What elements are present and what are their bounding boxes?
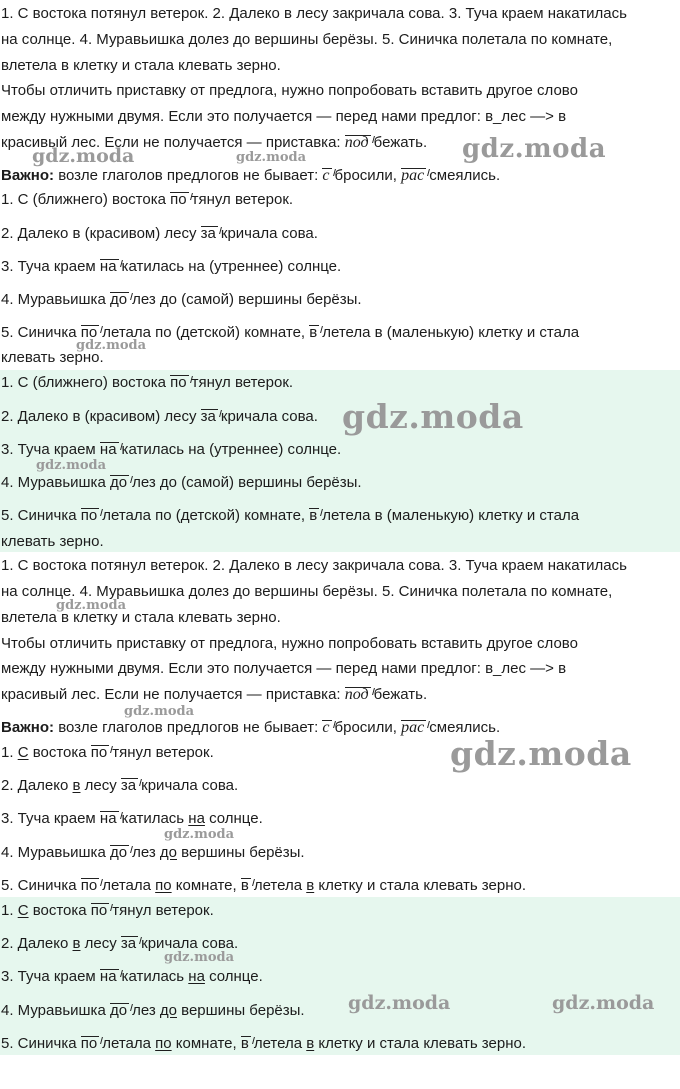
- text: тянул ветерок.: [112, 744, 214, 761]
- text: 4. Муравьишка: [1, 474, 110, 491]
- preposition: в: [306, 1035, 315, 1052]
- text-line: на солнце. 4. Муравьишка долез до вершины берёзы. 5. Синичка полетала по комнате,: [1, 583, 613, 600]
- text: 1.: [1, 744, 18, 761]
- text: клетку и стала клевать зерно.: [314, 877, 526, 894]
- text: 2. Далеко в (красивом) лесу: [1, 408, 201, 425]
- watermark: gdz.moda: [342, 397, 524, 436]
- text: востока: [28, 902, 91, 919]
- text: 5. Синичка: [1, 877, 81, 894]
- sentence-2: [1, 225, 318, 243]
- sentence-2: [1, 777, 238, 795]
- prefix-mark: на: [100, 258, 122, 276]
- text: 3. Туча краем: [1, 441, 100, 458]
- prefix-mark: с: [322, 719, 334, 737]
- prefix-mark: за: [121, 777, 141, 795]
- prefix-mark: за: [201, 225, 221, 243]
- text: 2. Далеко в (красивом) лесу: [1, 225, 201, 242]
- text: 4. Муравьишка: [1, 1002, 110, 1019]
- text: красивый лес. Если не получается — приставка:: [1, 686, 345, 703]
- text-line: влетела в клетку и стала клевать зерно.: [1, 57, 281, 74]
- text: лесу: [80, 777, 121, 794]
- text: 1. С (ближнего) востока: [1, 191, 171, 208]
- text: летала: [102, 877, 156, 894]
- text: тянул ветерок.: [191, 191, 294, 208]
- prefix-mark: по: [81, 324, 102, 342]
- text: тянул ветерок.: [112, 902, 214, 919]
- text: бежать.: [373, 686, 428, 703]
- text: комнате,: [171, 1035, 241, 1052]
- preposition: на: [188, 968, 205, 985]
- prefix-mark: в: [241, 1035, 254, 1053]
- watermark: gdz.moda: [552, 992, 655, 1014]
- sentence-1: [1, 744, 214, 762]
- text-line: влетела в клетку и стала клевать зерно.: [1, 609, 281, 626]
- text: смеялись.: [429, 167, 501, 184]
- text: катилась: [121, 968, 189, 985]
- preposition: С: [17, 744, 29, 761]
- text: 1. С (ближнего) востока: [1, 374, 171, 391]
- watermark: gdz.moda: [236, 150, 307, 165]
- sentence-3: [1, 810, 263, 828]
- text: красивый лес. Если не получается — приставка:: [1, 134, 345, 151]
- preposition: до: [159, 844, 177, 861]
- text: 2. Далеко: [1, 777, 73, 794]
- text-line: между нужными двумя. Если это получается — перед нами предлог: в_лес —> в: [1, 660, 567, 677]
- prefix-mark: по: [81, 877, 102, 895]
- prefix-mark: в: [309, 507, 322, 525]
- text: комнате,: [171, 877, 241, 894]
- prefix-mark: на: [100, 810, 122, 828]
- text-line: 1. С востока потянул ветерок. 2. Далеко в лесу закричала сова. 3. Туча краем накатилась: [1, 557, 627, 574]
- preposition: по: [155, 1035, 172, 1052]
- text: лез до (самой) вершины берёзы.: [132, 474, 362, 491]
- text-line: Чтобы отличить приставку от предлога, нужно попробовать вставить другое слово: [1, 635, 578, 652]
- text: 4. Муравьишка: [1, 844, 110, 861]
- important-label: Важно:: [1, 167, 55, 184]
- watermark: gdz.moda: [348, 992, 451, 1014]
- watermark: gdz.moda: [36, 458, 107, 473]
- sentence-1: [1, 374, 293, 392]
- watermark: gdz.moda: [450, 734, 632, 773]
- prefix-mark: по: [81, 1035, 102, 1053]
- text: катилась на (утреннее) солнце.: [121, 441, 342, 458]
- text: кричала сова.: [141, 935, 239, 952]
- text: летела в (маленькую) клетку и стала: [322, 507, 580, 524]
- preposition: до: [159, 1002, 177, 1019]
- watermark: gdz.moda: [32, 145, 135, 167]
- text: вершины берёзы.: [177, 844, 305, 861]
- prefix-mark: по: [170, 191, 191, 209]
- prefix-mark: в: [309, 324, 322, 342]
- text: бросили,: [334, 719, 402, 736]
- sentence-1: [1, 902, 214, 920]
- prefix-mark: по: [170, 374, 191, 392]
- preposition: в: [72, 777, 81, 794]
- text-line: Чтобы отличить приставку от предлога, нужно попробовать вставить другое слово: [1, 82, 578, 99]
- text: летала по (детской) комнате,: [102, 507, 310, 524]
- text: лез: [132, 1002, 160, 1019]
- text: 4. Муравьишка: [1, 291, 110, 308]
- text: солнце.: [204, 810, 263, 827]
- sentence-4: [1, 1002, 305, 1020]
- sentence-5: [1, 877, 526, 895]
- preposition: в: [306, 877, 315, 894]
- text-line: [1, 686, 427, 704]
- prefix-mark: на: [100, 441, 122, 459]
- sentence-3: [1, 258, 341, 276]
- prefix-mark: на: [100, 968, 122, 986]
- text: 3. Туча краем: [1, 810, 100, 827]
- sentence-5: [1, 507, 579, 525]
- sentence-5-cont: клевать зерно.: [1, 349, 104, 366]
- text: смеялись.: [429, 719, 501, 736]
- important-label: Важно:: [1, 719, 55, 736]
- text: летела: [253, 877, 307, 894]
- watermark: gdz.moda: [76, 338, 147, 353]
- prefix-mark: до: [110, 291, 132, 309]
- watermark: gdz.moda: [56, 598, 127, 613]
- sentence-3: [1, 441, 341, 459]
- text: солнце.: [204, 968, 263, 985]
- text: лесу: [80, 935, 121, 952]
- prefix-mark: под: [345, 686, 374, 704]
- prefix-mark: до: [110, 474, 132, 492]
- sentence-4: [1, 474, 362, 492]
- text: востока: [28, 744, 91, 761]
- text: летала по (детской) комнате,: [102, 324, 310, 341]
- text: клетку и стала клевать зерно.: [314, 1035, 526, 1052]
- prefix-mark: по: [81, 507, 102, 525]
- sentence-4: [1, 291, 362, 309]
- preposition: по: [155, 877, 172, 894]
- text: возле глаголов предлогов не бывает:: [54, 167, 323, 184]
- text: 1.: [1, 902, 18, 919]
- text: возле глаголов предлогов не бывает:: [54, 719, 323, 736]
- text-line: [1, 167, 500, 185]
- text: бежать.: [373, 134, 428, 151]
- text: катилась на (утреннее) солнце.: [121, 258, 342, 275]
- text: катилась: [121, 810, 189, 827]
- text: 3. Туча краем: [1, 968, 100, 985]
- text: 3. Туча краем: [1, 258, 100, 275]
- sentence-5-cont: клевать зерно.: [1, 533, 104, 550]
- prefix-mark: по: [91, 902, 112, 920]
- prefix-mark: по: [91, 744, 112, 762]
- text-line: [1, 719, 500, 737]
- sentence-3: [1, 968, 263, 986]
- text: кричала сова.: [220, 408, 318, 425]
- text: 5. Синичка: [1, 324, 81, 341]
- text-line: 1. С востока потянул ветерок. 2. Далеко в лесу закричала сова. 3. Туча краем накатилась: [1, 5, 627, 22]
- watermark: gdz.moda: [164, 827, 235, 842]
- text: летала: [102, 1035, 156, 1052]
- sentence-4: [1, 844, 305, 862]
- text: вершины берёзы.: [177, 1002, 305, 1019]
- watermark: gdz.moda: [164, 950, 235, 965]
- text: лез до (самой) вершины берёзы.: [132, 291, 362, 308]
- preposition: в: [72, 935, 81, 952]
- text: лез: [132, 844, 160, 861]
- text: кричала сова.: [220, 225, 318, 242]
- preposition: на: [188, 810, 205, 827]
- prefix-mark: за: [201, 408, 221, 426]
- watermark: gdz.moda: [124, 704, 195, 719]
- prefix-mark: рас: [401, 167, 429, 185]
- sentence-5: [1, 1035, 526, 1053]
- prefix-mark: до: [110, 1002, 132, 1020]
- text: летела в (маленькую) клетку и стала: [322, 324, 580, 341]
- preposition: С: [17, 902, 29, 919]
- prefix-mark: до: [110, 844, 132, 862]
- prefix-mark: под: [345, 134, 374, 152]
- prefix-mark: с: [322, 167, 334, 185]
- text: тянул ветерок.: [191, 374, 294, 391]
- text: бросили,: [334, 167, 402, 184]
- text-line: между нужными двумя. Если это получается — перед нами предлог: в_лес —> в: [1, 108, 567, 125]
- prefix-mark: за: [121, 935, 141, 953]
- sentence-2: [1, 408, 318, 426]
- prefix-mark: в: [241, 877, 254, 895]
- text: 5. Синичка: [1, 507, 81, 524]
- watermark: gdz.moda: [462, 134, 607, 164]
- text: летела: [253, 1035, 307, 1052]
- prefix-mark: рас: [401, 719, 429, 737]
- text-line: на солнце. 4. Муравьишка долез до вершины берёзы. 5. Синичка полетала по комнате,: [1, 31, 613, 48]
- text: 2. Далеко: [1, 935, 73, 952]
- text: 5. Синичка: [1, 1035, 81, 1052]
- text: кричала сова.: [141, 777, 239, 794]
- sentence-1: [1, 191, 293, 209]
